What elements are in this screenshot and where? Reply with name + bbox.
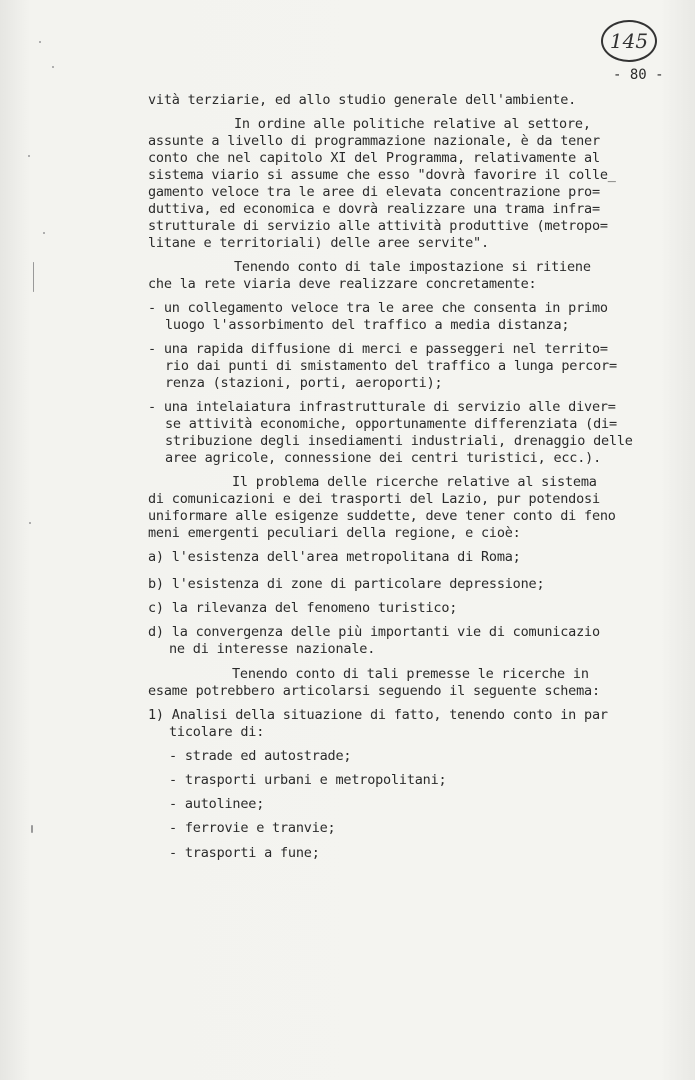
text-line: gamento veloce tra le aree di elevata concentrazione pro= [148, 184, 600, 200]
bullet-line: - un collegamento veloce tra le aree che consenta in primo [148, 300, 608, 316]
text-line: vità terziarie, ed allo studio generale dell'ambiente. [148, 92, 577, 108]
text-line: duttiva, ed economica e dovrà realizzare una trama infra= [148, 201, 600, 217]
text-line: Tenendo conto di tale impostazione si ritiene [234, 259, 591, 275]
text-line: renza (stazioni, porti, aeroporti); [165, 375, 443, 391]
sub-list-item: - trasporti a fune; [169, 845, 320, 861]
text-line: che la rete viaria deve realizzare concretamente: [148, 276, 537, 292]
scan-speck [29, 522, 31, 524]
scan-speck [43, 232, 45, 234]
text-line: rio dai punti di smistamento del traffico a lunga percor= [165, 358, 617, 374]
sub-list-item: - autolinee; [169, 796, 265, 812]
list-item: b) l'esistenza di zone di particolare depressione; [148, 576, 545, 592]
list-item: d) la convergenza delle più importanti vie di comunicazio [148, 624, 600, 640]
text-line: se attività economiche, opportunamente differenziata (di= [165, 416, 617, 432]
text-line: strutturale di servizio alle attività produttive (metropo= [148, 218, 608, 234]
text-line: luogo l'assorbimento del traffico a media distanza; [165, 317, 570, 333]
text-line: di comunicazioni e dei trasporti del Lazio, pur potendosi [148, 491, 600, 507]
text-line: ticolare di: [169, 724, 265, 740]
list-item: 1) Analisi della situazione di fatto, tenendo conto in par [148, 707, 608, 723]
text-line: assunte a livello di programmazione nazionale, è da tener [148, 133, 600, 149]
bullet-line: - una intelaiatura infrastrutturale di servizio alle diver= [148, 399, 616, 415]
text-line: ne di interesse nazionale. [169, 641, 376, 657]
scan-speck [31, 825, 33, 833]
sub-list-item: - strade ed autostrade; [169, 748, 352, 764]
text-line: meni emergenti peculiari della regione, e cioè: [148, 525, 521, 541]
page-number: - 80 - [613, 67, 664, 83]
sub-list-item: - trasporti urbani e metropolitani; [169, 772, 447, 788]
text-line: stribuzione degli insediamenti industriali, drenaggio delle [165, 433, 633, 449]
page-stamp: 145 [601, 20, 657, 62]
scan-speck [52, 66, 54, 68]
scan-speck [33, 262, 34, 292]
scan-speck [39, 41, 41, 43]
bullet-line: - una rapida diffusione di merci e passeggeri nel territo= [148, 341, 608, 357]
text-line: aree agricole, connessione dei centri turistici, ecc.). [165, 450, 602, 466]
text-line: litane e territoriali) delle aree servite". [148, 235, 489, 251]
list-item: a) l'esistenza dell'area metropolitana di Roma; [148, 549, 521, 565]
text-line: Tenendo conto di tali premesse le ricerche in [232, 666, 589, 682]
text-line: Il problema delle ricerche relative al sistema [232, 474, 597, 490]
text-line: conto che nel capitolo XI del Programma, relativamente al [148, 150, 600, 166]
text-line: esame potrebbero articolarsi seguendo il seguente schema: [148, 683, 600, 699]
text-line: uniformare alle esigenze suddette, deve tener conto di feno [148, 508, 616, 524]
text-line: In ordine alle politiche relative al settore, [234, 116, 591, 132]
list-item: c) la rilevanza del fenomeno turistico; [148, 600, 458, 616]
sub-list-item: - ferrovie e tranvie; [169, 820, 336, 836]
text-line: sistema viario si assume che esso "dovrà favorire il colle_ [148, 167, 616, 183]
scan-speck [28, 155, 30, 157]
